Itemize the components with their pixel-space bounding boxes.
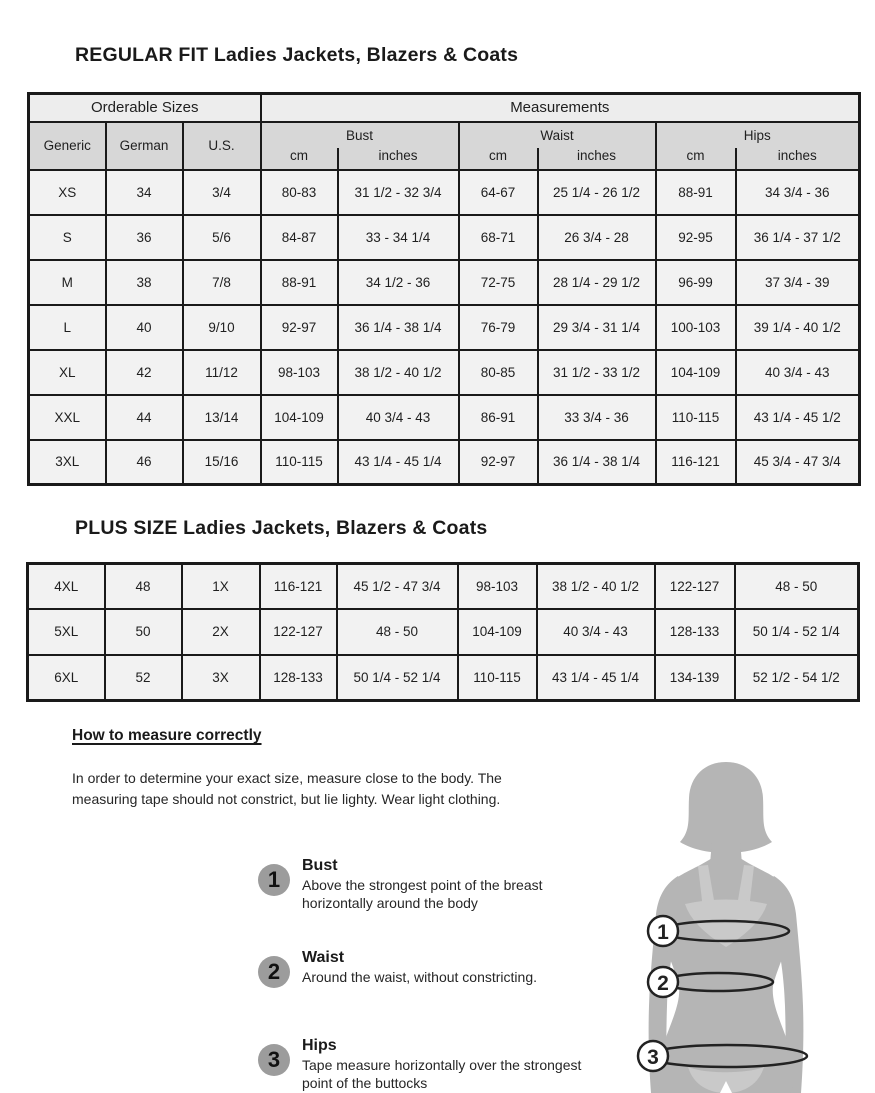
table-cell: 122-127	[260, 609, 337, 655]
table-cell: 13/14	[183, 395, 261, 440]
table-cell: 104-109	[458, 609, 537, 655]
table-cell: 34	[106, 170, 183, 215]
silhouette-head	[680, 762, 772, 853]
table-cell: 34 3/4 - 36	[736, 170, 860, 215]
table-row	[29, 395, 860, 440]
table-cell: 38 1/2 - 40 1/2	[338, 350, 459, 395]
plus-size-title: PLUS SIZE Ladies Jackets, Blazers & Coats	[75, 517, 488, 539]
table-cell: 50	[105, 609, 182, 655]
table-cell: 7/8	[183, 260, 261, 305]
table-cell: 45 3/4 - 47 3/4	[736, 440, 860, 485]
table-cell: 72-75	[459, 260, 538, 305]
table-cell: 2X	[182, 609, 260, 655]
measure-guide-intro: In order to determine your exact size, measure close to the body. The measuring tape should not constrict, but lie lighty. Wear light clothing.	[72, 770, 502, 807]
column-header-bust: Bust	[261, 122, 459, 148]
table-row	[28, 655, 859, 701]
table-cell: 6XL	[28, 655, 105, 701]
measure-step-waist	[258, 948, 592, 988]
figure-marker-3	[638, 1041, 668, 1071]
step-3-description: Tape measure horizontally over the strongest point of the buttocks	[302, 1057, 582, 1092]
table-cell: 15/16	[183, 440, 261, 485]
step-1-description: Above the strongest point of the breast horizontally around the body	[302, 877, 543, 912]
orderable-sizes-header: Orderable Sizes	[29, 94, 261, 122]
table-cell: 84-87	[261, 215, 338, 260]
table-cell: 104-109	[656, 350, 736, 395]
table-cell: 92-95	[656, 215, 736, 260]
step-2-title: Waist	[302, 949, 345, 966]
table-cell: 5XL	[28, 609, 105, 655]
unit-header-bust-inches: inches	[338, 148, 459, 170]
table-cell: 96-99	[656, 260, 736, 305]
table-cell: 40 3/4 - 43	[537, 609, 655, 655]
table-cell: 1X	[182, 564, 260, 610]
table-cell: 100-103	[656, 305, 736, 350]
table-cell: 40 3/4 - 43	[338, 395, 459, 440]
step-2-description: Around the waist, without constricting.	[302, 969, 538, 985]
table-cell: 34 1/2 - 36	[338, 260, 459, 305]
table-cell: 92-97	[459, 440, 538, 485]
table-cell: 64-67	[459, 170, 538, 215]
step-3-title: Hips	[302, 1037, 337, 1054]
table-cell: 29 3/4 - 31 1/4	[538, 305, 656, 350]
table-cell: 3X	[182, 655, 260, 701]
female-silhouette-illustration	[630, 756, 875, 1093]
unit-header-waist-inches: inches	[538, 148, 656, 170]
column-header-german: German	[106, 122, 183, 170]
table-cell: 110-115	[458, 655, 537, 701]
regular-fit-table	[27, 92, 861, 486]
table-cell: 9/10	[183, 305, 261, 350]
table-cell: 31 1/2 - 32 3/4	[338, 170, 459, 215]
step-1-title: Bust	[302, 857, 338, 874]
table-row	[28, 564, 859, 610]
table-cell: 36 1/4 - 38 1/4	[538, 440, 656, 485]
svg-text:1: 1	[657, 921, 669, 944]
table-row	[29, 260, 860, 305]
table-cell: 76-79	[459, 305, 538, 350]
body-measurement-figure	[630, 756, 875, 1093]
table-cell: 48 - 50	[735, 564, 859, 610]
table-cell: 40	[106, 305, 183, 350]
table-cell: 42	[106, 350, 183, 395]
table-cell: 50 1/4 - 52 1/4	[337, 655, 458, 701]
table-cell: 25 1/4 - 26 1/2	[538, 170, 656, 215]
table-cell: 88-91	[261, 260, 338, 305]
table-cell: 4XL	[28, 564, 105, 610]
table-row	[29, 170, 860, 215]
table-cell: 3XL	[29, 440, 106, 485]
table-cell: 52	[105, 655, 182, 701]
table-cell: 98-103	[261, 350, 338, 395]
table-cell: 52 1/2 - 54 1/2	[735, 655, 859, 701]
unit-header-hips-cm: cm	[656, 148, 736, 170]
column-header-generic: Generic	[29, 122, 106, 170]
unit-header-hips-inches: inches	[736, 148, 860, 170]
table-cell: 50 1/4 - 52 1/4	[735, 609, 859, 655]
table-cell: 11/12	[183, 350, 261, 395]
table-cell: 134-139	[655, 655, 735, 701]
table-cell: 3/4	[183, 170, 261, 215]
table-cell: 128-133	[260, 655, 337, 701]
table-row	[29, 440, 860, 485]
table-cell: 36 1/4 - 37 1/2	[736, 215, 860, 260]
table-cell: 48	[105, 564, 182, 610]
table-cell: 31 1/2 - 33 1/2	[538, 350, 656, 395]
table-cell: 45 1/2 - 47 3/4	[337, 564, 458, 610]
table-cell: S	[29, 215, 106, 260]
table-row	[29, 305, 860, 350]
table-cell: 38 1/2 - 40 1/2	[537, 564, 655, 610]
column-header-waist: Waist	[459, 122, 656, 148]
table-row	[29, 215, 860, 260]
table-cell: 26 3/4 - 28	[538, 215, 656, 260]
measure-guide-heading: How to measure correctly	[72, 727, 262, 744]
table-cell: 36	[106, 215, 183, 260]
table-cell: 38	[106, 260, 183, 305]
table-cell: 86-91	[459, 395, 538, 440]
table-cell: 44	[106, 395, 183, 440]
measure-step-bust	[258, 856, 592, 912]
table-cell: 43 1/4 - 45 1/4	[537, 655, 655, 701]
table-cell: 98-103	[458, 564, 537, 610]
table-cell: XXL	[29, 395, 106, 440]
table-cell: 40 3/4 - 43	[736, 350, 860, 395]
table-cell: 43 1/4 - 45 1/2	[736, 395, 860, 440]
table-group-header-row	[29, 94, 860, 122]
table-cell: L	[29, 305, 106, 350]
figure-marker-1	[648, 916, 678, 946]
table-row	[28, 609, 859, 655]
table-cell: 48 - 50	[337, 609, 458, 655]
column-header-us: U.S.	[183, 122, 261, 170]
table-cell: 110-115	[261, 440, 338, 485]
figure-marker-2	[648, 967, 678, 997]
table-cell: 92-97	[261, 305, 338, 350]
table-cell: 110-115	[656, 395, 736, 440]
measurements-header: Measurements	[261, 94, 860, 122]
table-cell: 28 1/4 - 29 1/2	[538, 260, 656, 305]
column-header-hips: Hips	[656, 122, 860, 148]
table-cell: 37 3/4 - 39	[736, 260, 860, 305]
table-cell: XS	[29, 170, 106, 215]
table-cell: 128-133	[655, 609, 735, 655]
unit-header-bust-cm: cm	[261, 148, 338, 170]
table-cell: 33 - 34 1/4	[338, 215, 459, 260]
table-cell: 88-91	[656, 170, 736, 215]
svg-text:3: 3	[647, 1046, 659, 1069]
step-3-badge: 3	[258, 1044, 290, 1076]
table-cell: 116-121	[656, 440, 736, 485]
table-cell: 46	[106, 440, 183, 485]
table-cell: 39 1/4 - 40 1/2	[736, 305, 860, 350]
table-cell: 43 1/4 - 45 1/4	[338, 440, 459, 485]
table-cell: 80-85	[459, 350, 538, 395]
step-1-badge: 1	[258, 864, 290, 896]
table-cell: 68-71	[459, 215, 538, 260]
table-cell: 33 3/4 - 36	[538, 395, 656, 440]
table-cell: 80-83	[261, 170, 338, 215]
table-cell: 116-121	[260, 564, 337, 610]
table-cell: XL	[29, 350, 106, 395]
svg-text:2: 2	[657, 972, 669, 995]
table-row	[29, 350, 860, 395]
unit-header-waist-cm: cm	[459, 148, 538, 170]
step-2-badge: 2	[258, 956, 290, 988]
plus-size-table	[26, 562, 860, 702]
table-cell: 36 1/4 - 38 1/4	[338, 305, 459, 350]
table-cell: 5/6	[183, 215, 261, 260]
measure-step-hips	[258, 1036, 592, 1092]
table-cell: 122-127	[655, 564, 735, 610]
table-cell: 104-109	[261, 395, 338, 440]
regular-fit-title: REGULAR FIT Ladies Jackets, Blazers & Coats	[75, 44, 519, 66]
table-subheader-row	[29, 122, 860, 148]
table-cell: M	[29, 260, 106, 305]
